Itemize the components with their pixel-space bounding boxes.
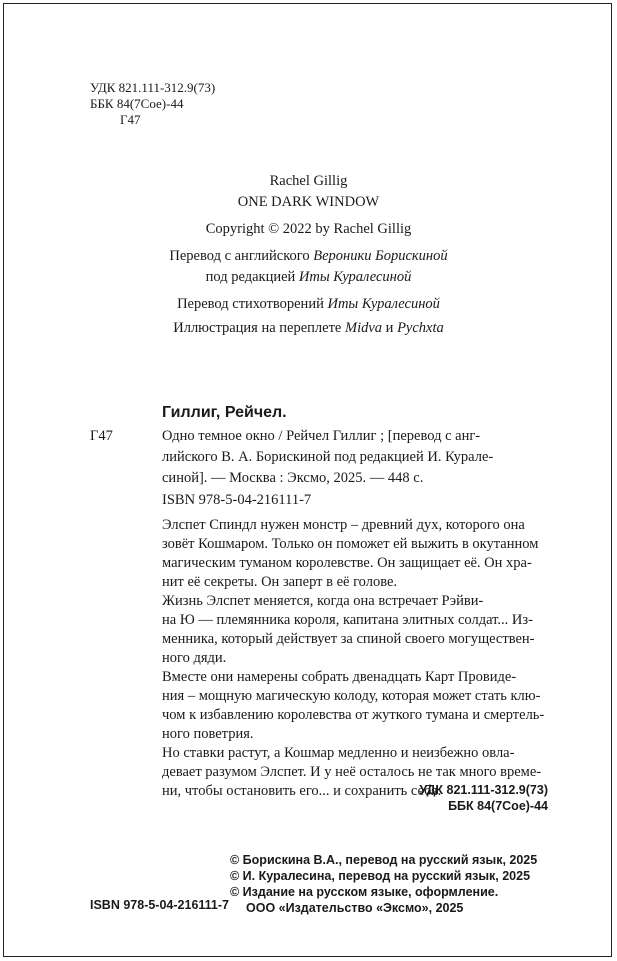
author-english: Rachel Gillig [269, 173, 348, 189]
footer-udk: УДК 821.111-312.9(73) [419, 783, 548, 797]
copyright-notice: © И. Куралесина, перевод на русский язык, 2025 [230, 869, 531, 883]
isbn-line: ISBN 978-5-04-216111-7 [162, 492, 312, 508]
copyright-notices [230, 852, 537, 916]
annotation-line: ни, чтобы остановить его... и сохранить себя. [162, 783, 442, 799]
copyright-line: Copyright © 2022 by Rachel Gillig [205, 221, 412, 237]
annotation-line: нит её секреты. Он заперт в её голове. [162, 574, 398, 590]
bibliographic-code: Г47 [90, 428, 113, 444]
annotation-line: Но ставки растут, а Кошмар медленно и неизбежно овла- [162, 745, 515, 761]
classification-block [90, 80, 215, 128]
footer-isbn: ISBN 978-5-04-216111-7 [90, 898, 229, 912]
annotation-line: менника, который действует за спиной своего могуществен- [162, 631, 535, 647]
annotation-line: девает разумом Элспет. И у неё осталось не так много време- [162, 764, 542, 780]
title-english: ONE DARK WINDOW [237, 194, 380, 210]
footer-classification [400, 782, 548, 814]
editor-credit: под редакцией Иты Куралесиной [205, 269, 412, 285]
footer-bbk: ББК 84(7Сое)-44 [448, 799, 548, 813]
annotation-line: ния – мощную магическую колоду, которая может стать клю- [162, 688, 541, 704]
annotation-line: Жизнь Элспет меняется, когда она встречает Рэйви- [162, 593, 484, 609]
author-sign-code: Г47 [120, 112, 141, 127]
biblio-line: синой]. — Москва : Эксмо, 2025. — 448 с. [162, 470, 424, 486]
biblio-line: Одно темное окно / Рейчел Гиллиг ; [перевод с анг- [162, 428, 481, 444]
annotation-line: ного поветрия. [162, 726, 254, 742]
illustration-credit: Иллюстрация на переплете Midva и Pychxta [173, 320, 444, 336]
bibliographic-description [162, 426, 493, 489]
copyright-notice: © Издание на русском языке, оформление. [230, 885, 499, 899]
translation-credit: Перевод с английского Вероники Борискиной [169, 248, 448, 264]
poems-translator-name: Иты Куралесиной [327, 296, 440, 312]
translator-name: Вероники Борискиной [313, 248, 448, 264]
bibliographic-heading: Гиллиг, Рейчел. [162, 404, 287, 421]
annotation-line: магическим туманом королевстве. Он защищает её. Он хра- [162, 555, 532, 571]
annotation-line: Вместе они намерены собрать двенадцать Карт Провиде- [162, 669, 517, 685]
annotation-line: на Ю — племянника короля, капитана элитных солдат... Из- [162, 612, 533, 628]
copyright-notice: ООО «Издательство «Эксмо», 2025 [246, 901, 464, 915]
illustrator-1: Midva [345, 320, 383, 336]
annotation [162, 516, 544, 801]
poems-translation-credit: Перевод стихотворений Иты Куралесиной [177, 296, 440, 312]
bbk-code: ББК 84(7Сое)-44 [90, 96, 184, 111]
illustrator-2: Pychxta [397, 320, 444, 336]
copyright-notice: © Борискина В.А., перевод на русский язык, 2025 [230, 853, 538, 867]
udk-code: УДК 821.111-312.9(73) [90, 80, 216, 95]
original-title-block [0, 171, 617, 339]
annotation-line: чом к избавлению королевства от жуткого тумана и смертель- [162, 707, 545, 723]
biblio-line: лийского В. А. Борискиной под редакцией И. Курале- [162, 449, 494, 465]
annotation-line: Элспет Спиндл нужен монстр – древний дух, которого она [162, 517, 525, 533]
annotation-line: зовёт Кошмаром. Только он поможет ей выжить в окутанном [162, 536, 539, 552]
annotation-line: ного дяди. [162, 650, 227, 666]
editor-name: Иты Куралесиной [298, 269, 412, 285]
